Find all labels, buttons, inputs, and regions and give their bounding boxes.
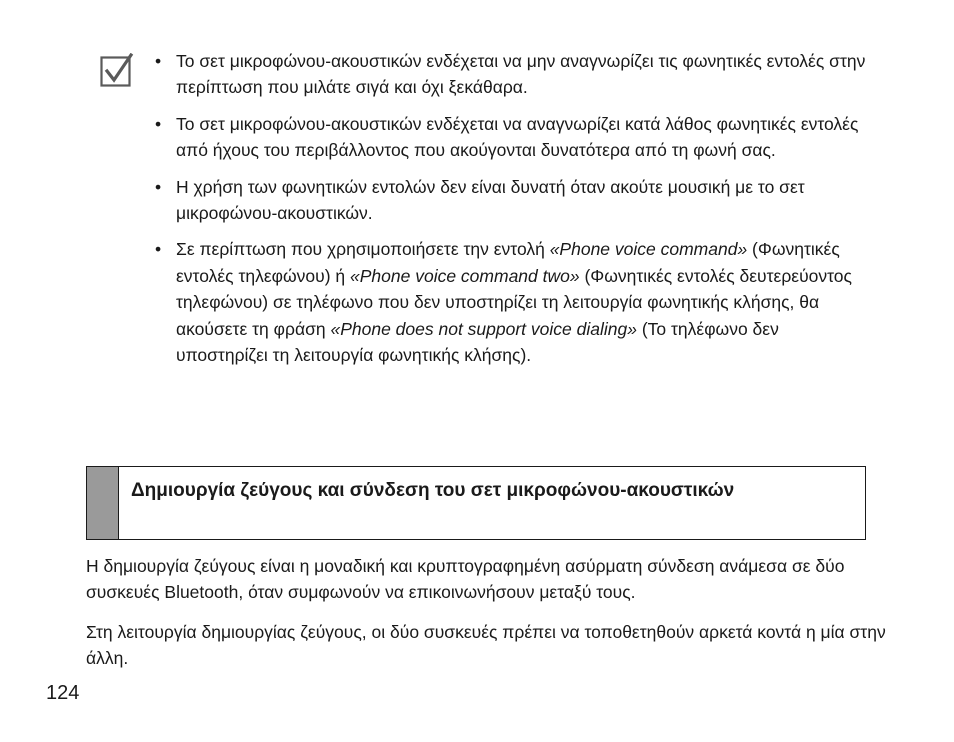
note-item — [153, 174, 873, 227]
note-text: Η χρήση των φωνητικών εντολών δεν είναι δυνατή όταν ακούτε μουσική με το σετ μικροφώνου-ακουστικών. — [176, 176, 805, 224]
note-list — [153, 48, 873, 368]
note-text: Σε περίπτωση που χρησιμοποιήσετε την εντολή — [176, 239, 550, 260]
note-text: (Το τηλέφωνο δεν υποστηρίζει τη λειτουργία φωνητικής κλήσης). — [176, 318, 779, 366]
note-text: (Φωνητικές εντολές τηλεφώνου) ή — [176, 239, 840, 286]
note-item — [153, 236, 873, 368]
page-number: 124 — [46, 682, 80, 704]
note-item — [153, 111, 873, 164]
note-text: Το σετ μικροφώνου-ακουστικών ενδέχεται να μην αναγνωρίζει τις φωνητικές εντολές στην περίπτωση που μιλάτε σιγά και όχι ξεκάθαρα. — [176, 51, 866, 98]
body-paragraph-distance: Στη λειτουργία δημιουργίας ζεύγους, οι δύο συσκευές πρέπει να τοποθετηθούν αρκετά κοντά η μία στην άλλη. — [86, 622, 886, 669]
section-title: Δημιουργία ζεύγους και σύνδεση του σετ μικροφώνου-ακουστικών — [131, 480, 735, 501]
note-quoted-command: «Phone voice command two» — [350, 265, 580, 286]
body-paragraph-pairing: Η δημιουργία ζεύγους είναι η μοναδική και κρυπτογραφημένη ασύρματη σύνδεση ανάμεσα σε δύο συσκευές Bluetooth, όταν συμφωνούν να επικοινωνήσουν μεταξύ τους. — [86, 556, 845, 603]
note-text: Το σετ μικροφώνου-ακουστικών ενδέχεται να αναγνωρίζει κατά λάθος φωνητικές εντολές από ήχους του περιβάλλοντος που ακούγονται δυνατότερα από τη φωνή σας. — [176, 113, 859, 161]
note-quoted-command: «Phone voice command» — [549, 239, 748, 260]
note-item — [153, 48, 873, 101]
section-header — [86, 466, 866, 540]
section-header-bar — [87, 467, 119, 539]
note-quoted-command: «Phone does not support voice dialing» — [330, 318, 637, 339]
note-text: (Φωνητικές εντολές δευτερεύοντος τηλεφώνου) σε τηλέφωνο που δεν υποστηρίζει τη λειτουργία φωνητικής κλήσης, θα ακούσετε τη φράση — [176, 265, 852, 339]
checkbox-note-icon — [100, 53, 134, 87]
